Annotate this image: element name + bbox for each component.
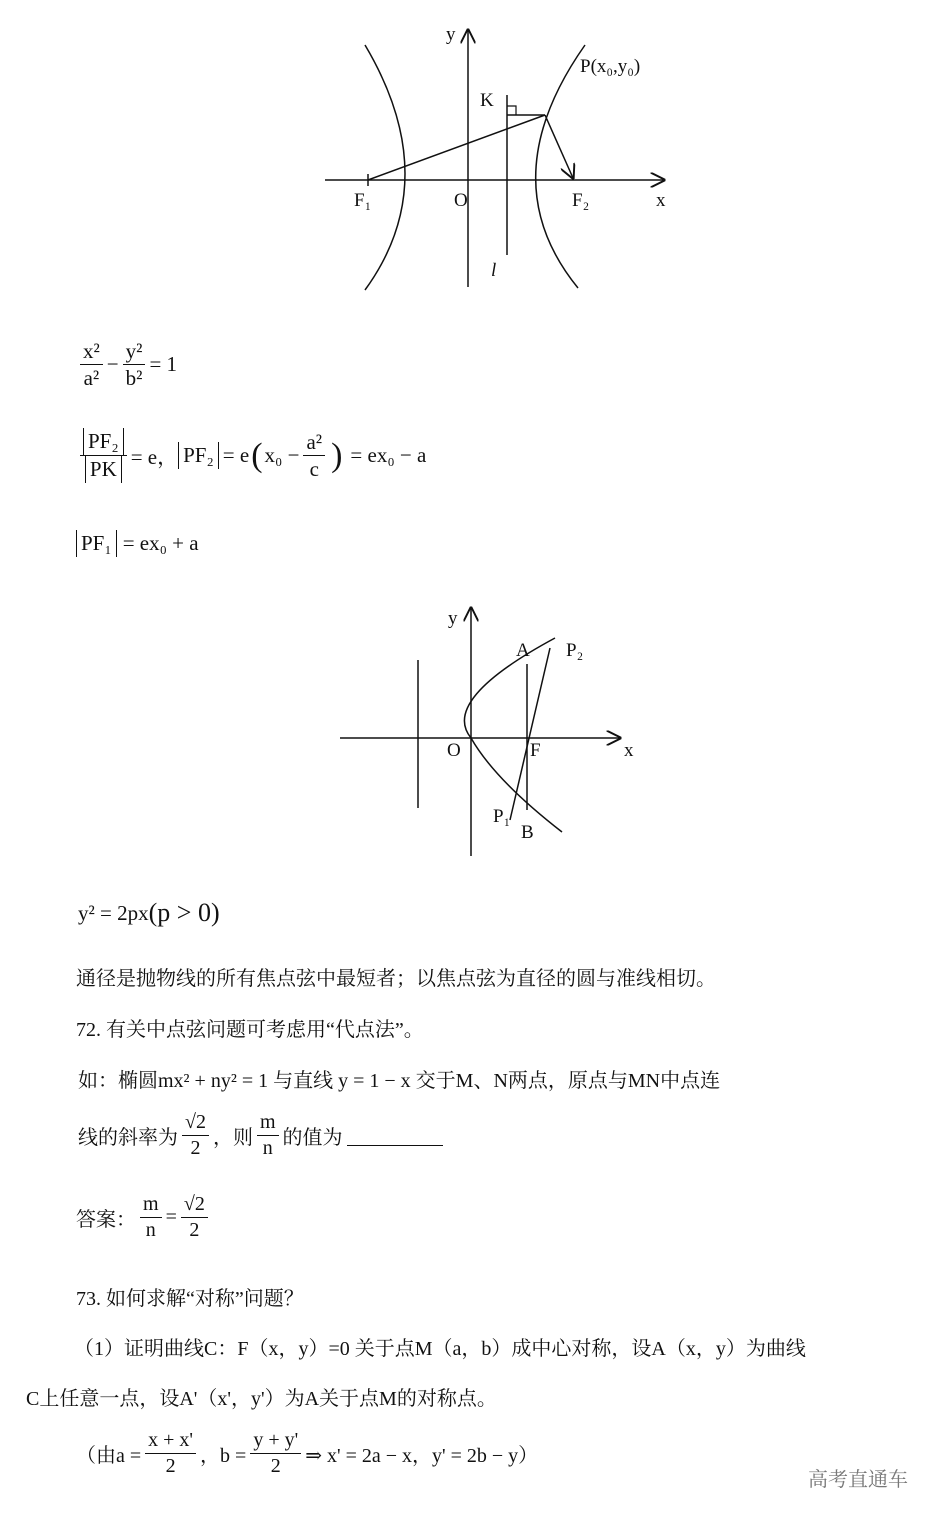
paren-close: ) bbox=[331, 436, 343, 474]
latus-rectum-note: 通径是抛物线的所有焦点弦中最短者；以焦点弦为直径的圆与准线相切。 bbox=[76, 968, 716, 990]
frac-num: m bbox=[140, 1192, 162, 1218]
eq-text: = e， bbox=[130, 444, 179, 469]
label-k: K bbox=[480, 90, 494, 111]
eq-text: y² = 2px bbox=[78, 900, 149, 925]
frac-den: n bbox=[262, 1137, 273, 1159]
item-72-example-line2 bbox=[78, 1110, 443, 1161]
segment-pf2 bbox=[545, 115, 573, 178]
label-x: x bbox=[656, 190, 666, 211]
frac-den: b² bbox=[125, 366, 143, 391]
label-f: F bbox=[530, 740, 541, 761]
abs-pf1: PF₁ bbox=[76, 530, 117, 557]
text: （由a = bbox=[76, 1445, 142, 1467]
frac-den: n bbox=[145, 1219, 156, 1241]
rhs: = 1 bbox=[149, 352, 178, 377]
eq-paren: (p > 0) bbox=[148, 898, 220, 927]
label-b: B bbox=[521, 822, 534, 843]
frac-num: m bbox=[257, 1110, 279, 1136]
op: − bbox=[106, 352, 119, 377]
label-x: x bbox=[624, 740, 634, 761]
frac-den: 2 bbox=[189, 1219, 200, 1241]
label-y: y bbox=[446, 24, 456, 45]
label-o: O bbox=[447, 740, 461, 761]
label-a: A bbox=[516, 640, 530, 661]
hyperbola-right-branch bbox=[536, 45, 585, 288]
watermark: 高考直通车 bbox=[808, 1467, 908, 1491]
label-y: y bbox=[448, 608, 458, 629]
text: 的值为 bbox=[282, 1127, 343, 1149]
item-73-title: 73. 如何求解“对称”问题？ bbox=[76, 1288, 304, 1310]
label-o: O bbox=[454, 190, 468, 211]
pf1-equation bbox=[76, 530, 199, 557]
frac-num: y + y' bbox=[250, 1428, 301, 1454]
item-72-example-line1: 如：椭圆mx² + ny² = 1 与直线 y = 1 − x 交于M、N两点，原点与MN中点连 bbox=[78, 1070, 721, 1092]
item-72-title: 72. 有关中点弦问题可考虑用“代点法”。 bbox=[76, 1019, 424, 1041]
hyperbola-equation bbox=[76, 338, 177, 392]
label-p1: P₁ bbox=[493, 806, 511, 827]
label-f2: F₂ bbox=[572, 190, 590, 211]
answer-label: 答案： bbox=[76, 1209, 136, 1231]
abs-pf2: PF₂ bbox=[178, 442, 219, 469]
eq-text: x₀ − bbox=[264, 443, 300, 468]
label-f1: F₁ bbox=[354, 190, 372, 211]
item-73-line1: （1）证明曲线C：F（x，y）=0 关于点M（a，b）成中心对称，设A（x，y）为曲线 bbox=[74, 1338, 806, 1360]
hyperbola-figure bbox=[0, 0, 947, 310]
frac-num: √2 bbox=[181, 1192, 208, 1218]
frac-den: 2 bbox=[190, 1137, 201, 1159]
frac-den: 2 bbox=[270, 1455, 281, 1477]
label-l: l bbox=[491, 260, 497, 281]
abs-pf2: PF₂ bbox=[83, 428, 124, 455]
segment-pf1 bbox=[368, 115, 545, 180]
chord-p1p2 bbox=[510, 648, 550, 820]
item-72-answer bbox=[76, 1192, 212, 1243]
focal-radius-equation bbox=[76, 428, 426, 483]
frac-num: a² bbox=[303, 429, 325, 456]
abs-pk: PK bbox=[85, 456, 122, 483]
frac-den: 2 bbox=[165, 1455, 176, 1477]
eq-text: = e bbox=[222, 443, 250, 468]
frac-num: √2 bbox=[182, 1110, 209, 1136]
frac-den: c bbox=[309, 457, 319, 482]
parabola-equation bbox=[78, 898, 220, 928]
item-73-line2: C上任意一点，设A'（x'，y'）为A关于点M的对称点。 bbox=[26, 1388, 497, 1410]
hyperbola-left-branch bbox=[365, 45, 405, 290]
frac-num: y² bbox=[123, 338, 146, 365]
item-73-formula bbox=[76, 1428, 538, 1479]
text: ，则 bbox=[212, 1127, 253, 1149]
parabola-figure bbox=[0, 590, 947, 870]
frac-num: x² bbox=[80, 338, 103, 365]
text: ⇒ x' = 2a − x，y' = 2b − y） bbox=[305, 1445, 539, 1467]
answer-blank bbox=[347, 1125, 443, 1146]
frac-den: a² bbox=[83, 366, 100, 391]
text: ，b = bbox=[200, 1445, 247, 1467]
eq: = bbox=[165, 1206, 177, 1228]
right-angle-mark bbox=[507, 106, 516, 115]
label-p: P(x₀,y₀) bbox=[580, 56, 641, 77]
eq-text: = ex₀ + a bbox=[122, 531, 199, 556]
paren-open: ( bbox=[251, 436, 263, 474]
label-p2: P₂ bbox=[566, 640, 584, 661]
frac-num: x + x' bbox=[145, 1428, 196, 1454]
text: 线的斜率为 bbox=[78, 1127, 178, 1149]
eq-text: = ex₀ − a bbox=[350, 443, 427, 468]
